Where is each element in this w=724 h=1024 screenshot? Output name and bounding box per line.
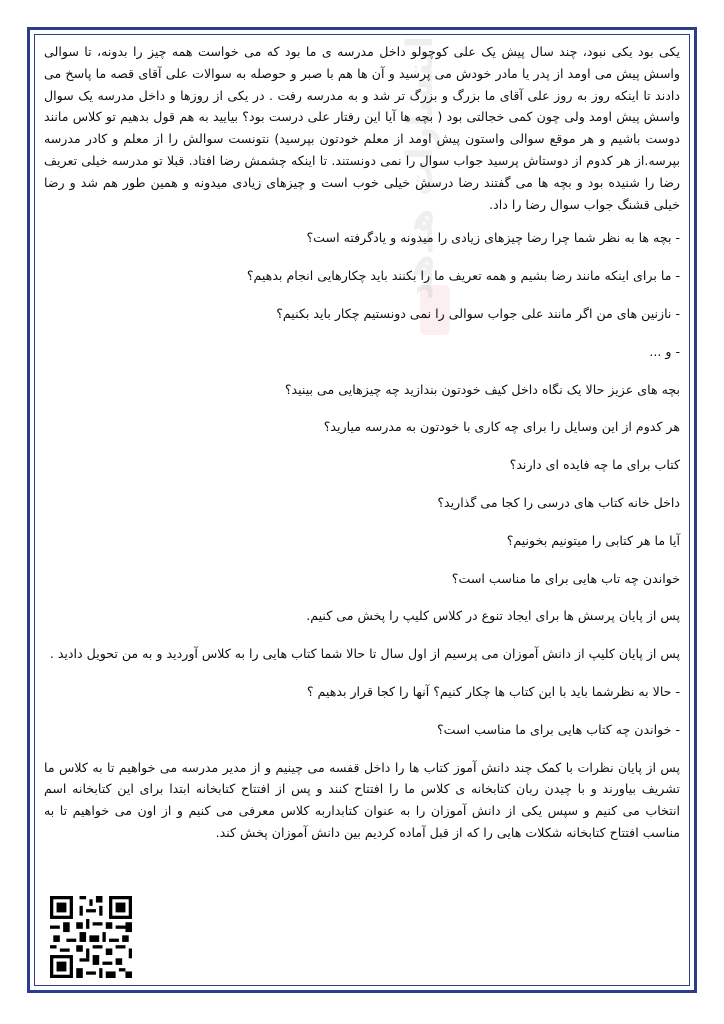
question-item: - و ... <box>649 343 680 359</box>
question-item: هر کدوم از این وسایل را برای چه کاری با خودتون به مدرسه میارید؟ <box>323 419 680 435</box>
qr-code-icon <box>50 896 132 978</box>
watermark-text: انتشارات هدهد <box>400 36 441 300</box>
question-list-2 <box>44 379 680 590</box>
question-list-3 <box>44 681 680 741</box>
question-item: - نازنین های من اگر مانند علی جواب سوالی را نمی دونستیم چکار باید بکنیم؟ <box>276 305 680 321</box>
question-item: - خواندن چه کتاب هایی برای ما مناسب است؟ <box>436 721 680 737</box>
question-item: - ما برای اینکه مانند رضا بشیم و همه تعریف ما را بکنند باید چکارهایی انجام بدهیم؟ <box>246 268 680 284</box>
document-body <box>44 41 680 844</box>
question-item: آیا ما هر کتابی را میتونیم بخونیم؟ <box>506 532 680 548</box>
story-paragraph: یکی بود یکی نبود، چند سال پیش یک علی کوچولو داخل مدرسه ی ما بود که می خواست همه چیز را بدونه، تا سوالی واسش پیش می اومد از پدر یا مادر خودش می پرسید و آن ها هم با صبر و حوصله به سوالات علی آقای قصه ما پاسخ می دادند تا اینکه روز به روز علی آقای ما بزرگ و بزرگ تر شد و به مدرسه رفت . در یکی از روزها و داخل مدرسه یک سوال واسش پیش اومد ولی چون کمی خجالتی بود ( بچه ها آیا این رفتار علی درست بود؟ بیایید به هم قول بدهیم تو کلاس مانند دوست باشیم و هر موقع سوالی واستون پیش اومد از معلم خودتون بپرسید) نتونست سوالش را از معلم و کادر مدرسه بپرسه.از هر کدوم از دوستاش پرسید جواب سوال را نمی دونستند. تا اینکه چشمش رضا افتاد. قبلا تو مدرسه خیلی تعریف رضا را شنیده بود و بچه ها می گفتند رضا درسش خیلی خوب است و چیزهای زیادی میدونه و همین طور هم شد و رضا خیلی قشنگ جواب سوال رضا را داد. <box>44 44 680 212</box>
question-item: داخل خانه کتاب های درسی را کجا می گذارید؟ <box>437 494 680 510</box>
question-item: کتاب برای ما چه فایده ای دارند؟ <box>509 457 680 473</box>
question-item: - بچه ها به نظر شما چرا رضا چیزهای زیادی را میدونه و یادگرفته است؟ <box>306 230 680 246</box>
question-list-1 <box>44 227 680 362</box>
question-item: خواندن چه تاب هایی برای ما مناسب است؟ <box>451 570 680 586</box>
after-clip-paragraph: پس از پایان کلیپ از دانش آموزان می پرسیم از اول سال تا حالا شما کتاب هایی را به کلاس آوردید و به من تحویل دادید . <box>49 646 680 662</box>
clip-instruction: پس از پایان پرسش ها برای ایجاد تنوع در کلاس کلیپ را پخش می کنیم. <box>306 608 680 624</box>
closing-paragraph: پس از پایان نظرات با کمک چند دانش آموز کتاب ها را داخل قفسه می چینیم و از مدیر مدرسه می خواهیم تا به کلاس ما تشریف بیاورند و با چیدن ربان کتابخانه ی کلاس ما را افتتاح کنند و پس از افتتاح کتابخانه ابتدا برای این کتابخانه اسم انتخاب می کنیم و سپس یکی از دانش آموزان را به عنوان کتابداربه کلاس معرفی می کنیم و از اون می خواهیم تا به مناسب افتتاح کتابخانه شکلات هایی را که از قبل آماده کردیم بین دانش آموزان پخش کند. <box>44 759 680 840</box>
question-item: بچه های عزیز حالا یک نگاه داخل کیف خودتون بندازید چه چیزهایی می بینید؟ <box>284 381 680 397</box>
question-item: - حالا به نظرشما باید با این کتاب ها چکار کنیم؟ آنها را کجا قرار بدهیم ؟ <box>306 683 680 699</box>
